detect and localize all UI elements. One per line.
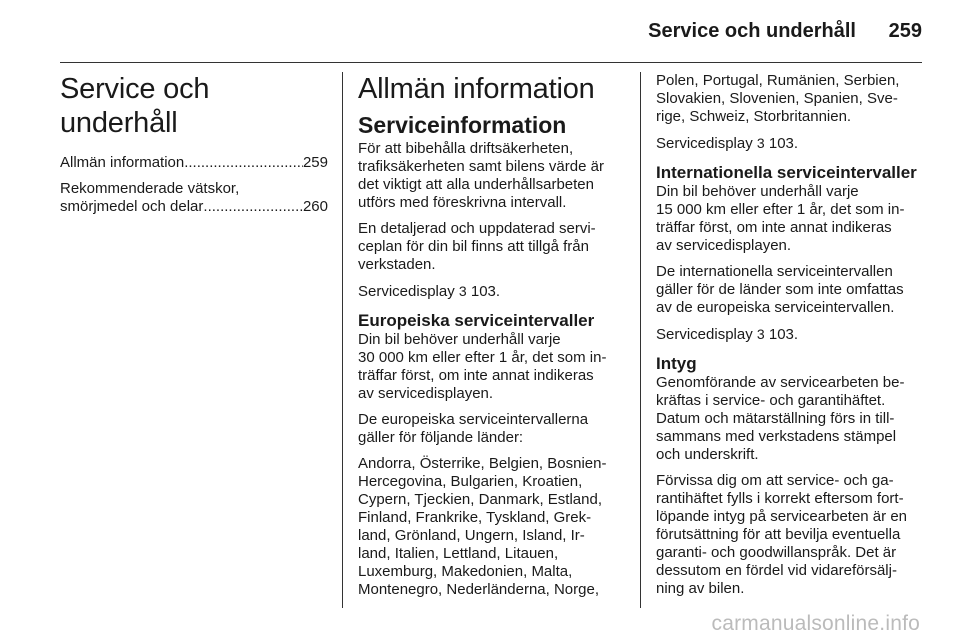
paragraph: För att bibehålla driftsäkerheten, trafiksäkerheten samt bilens värde är det viktigt att alla underhållsarbeten utförs med föreskrivna intervall. [358,140,604,211]
paragraph: Förvissa dig om att service- och ga- rantihäftet fylls i korrekt eftersom fort- löpande intyg på servicearbeten är en förutsättning för att bevilja eventuella garanti- och goodwillanspråk. Det är dessutom en fördel vid vidareförsälj- ning av bilen. [656,472,908,597]
toc-column [60,72,328,224]
reference-arrow-icon: 3 [756,135,765,151]
country-list: Andorra, Österrike, Belgien, Bosnien- Hercegovina, Bulgarien, Kroatien, Cypern, Tjeckien, Danmark, Estland, Finland, Frankrike, Tyskland, Grek- land, Grönland, Ungern, Island, Ir- land, Italien, Lettland, Litauen, Luxemburg, Makedonien, Malta, Montenegro, Nederländerna, Norge, [358,455,607,598]
subsection-title: Europeiska serviceintervaller [358,311,595,330]
chapter-title: Service och underhåll [60,73,210,139]
cross-reference[interactable]: Servicedisplay 3 103. [656,326,799,343]
column-divider [342,72,343,608]
section-title: Allmän information [358,73,595,105]
country-list-continued: Polen, Portugal, Rumänien, Serbien, Slovakien, Slovenien, Spanien, Sve- rige, Schweiz, Storbritannien. [656,72,900,125]
toc-entry[interactable]: Rekommenderade vätskor, smörjmedel och delar ..... 260 [60,180,328,216]
content-column-middle [358,72,626,607]
paragraph: Din bil behöver underhåll varje 30 000 km eller efter 1 år, det som in- träffar först, om inte annat indikeras av servicedisplayen. [358,331,607,402]
reference-arrow-icon: 3 [458,283,467,299]
page-number: 259 [888,20,922,42]
paragraph: Din bil behöver underhåll varje 15 000 km eller efter 1 år, det som in- träffar först, om inte annat indikeras av servicedisplayen. [656,183,905,254]
paragraph: De internationella serviceintervallen gäller för de länder som inte omfattas av de europeiska serviceintervallen. [656,263,904,316]
header-title: Service och underhåll [648,20,856,42]
cross-reference[interactable]: Servicedisplay 3 103. [656,135,799,152]
content-column-right [656,72,924,606]
watermark: carmanualsonline.info [711,612,920,635]
paragraph: Genomförande av servicearbeten be- kräftas i service- och garantihäftet. Datum och mätarställning förs in till- sammans med verkstadens stämpel och underskrift. [656,374,905,463]
subsection-title: Intyg [656,354,697,373]
page-header [60,18,922,63]
column-divider [640,72,641,608]
subsection-title: Serviceinformation [358,112,567,138]
subsection-title: Internationella serviceintervaller [656,163,917,182]
reference-arrow-icon: 3 [756,326,765,342]
toc-entry[interactable]: Allmän information ..... 259 [60,154,328,172]
paragraph: De europeiska serviceintervallerna gäller för följande länder: [358,411,589,446]
paragraph: En detaljerad och uppdaterad servi- ceplan för din bil finns att tillgå från verkstaden. [358,220,596,273]
cross-reference[interactable]: Servicedisplay 3 103. [358,283,501,300]
